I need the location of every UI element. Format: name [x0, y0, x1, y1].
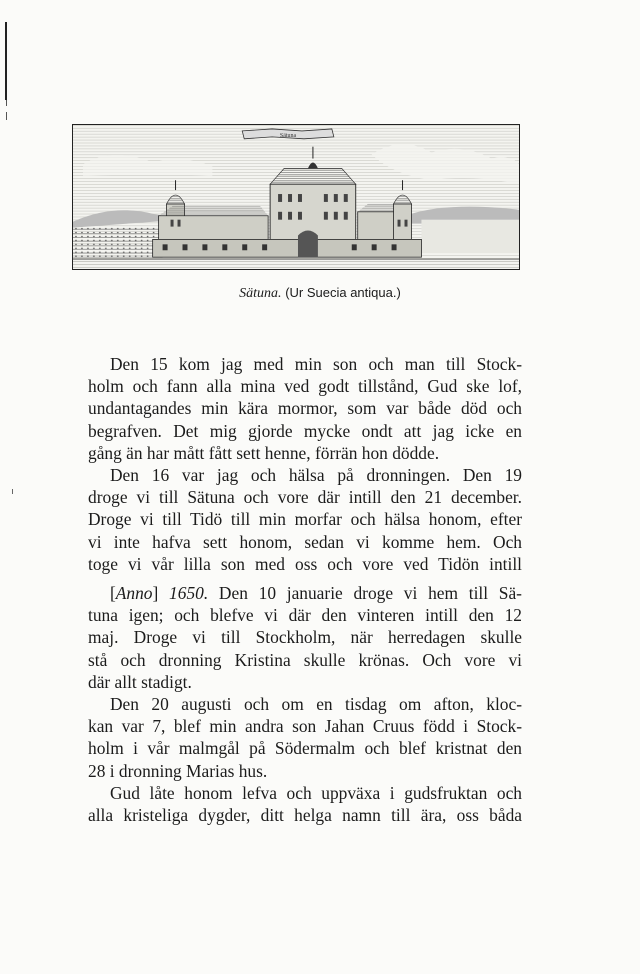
text-line: vi inte hafva sett honom, sedan vi komme hem. Och: [88, 531, 522, 552]
text-block-1: [88, 353, 522, 575]
scan-edge-mark: [6, 112, 7, 120]
text-line: begrafven. Det mig gjorde mycke ondt att jag icke en: [88, 420, 522, 441]
anno-bracket-close: ]: [152, 583, 159, 603]
anno-word: Anno: [115, 583, 153, 603]
text-line: Den 15 kom jag med min son och man till Stock-: [110, 354, 522, 374]
text-line: Gud låte honom lefva och uppväxa i gudsfruktan och: [110, 782, 522, 803]
text-line: maj. Droge vi till Stockholm, när herredagen skulle: [88, 627, 522, 648]
satuna-engraving: [72, 124, 520, 270]
castle-illustration: [73, 125, 519, 269]
text-block-2: [88, 582, 522, 826]
text-line: 28 i dronning Marias hus.: [88, 760, 268, 781]
text-line: tuna igen; och blefve vi där den vinteren intill den 12: [88, 605, 522, 626]
caption-place: Sätuna.: [239, 286, 282, 301]
text-line: Den 16 var jag och hälsa på dronningen. Den 19: [110, 465, 522, 486]
text-line: gång än har mått fått sett henne, förrän hon dödde.: [88, 442, 440, 463]
text-line: toge vi vår lilla son med oss och vore ved Tidön intill: [88, 553, 522, 574]
text-line: Droge vi till Tidö till min morfar och hälsa honom, efter: [88, 509, 522, 530]
caption-source: (Ur Suecia antiqua.): [285, 285, 401, 300]
scan-edge-mark: [6, 100, 7, 106]
engraving-banner-label: Sätuna: [279, 132, 297, 139]
text-line: holm i vår malmgål på Södermalm och blef kristnat den: [88, 738, 522, 759]
text-line: Den 20 augusti och om en tisdag om afton, kloc-: [110, 694, 522, 715]
anno-year: 1650.: [169, 583, 209, 603]
scan-edge-mark: [5, 22, 7, 100]
text-line: kan var 7, blef min andra son Jahan Cruus född i Stock-: [88, 716, 522, 737]
text-line: holm och fann alla mina ved godt tillstånd, Gud ske lof,: [88, 376, 522, 397]
text-line: undantagandes min kära mormor, som var både död och: [88, 398, 522, 419]
anno-line-rest: Den 10 januarie droge vi hem till Sä-: [208, 583, 522, 603]
text-line: stå och dronning Kristina skulle krönas. Och vore vi: [88, 649, 522, 670]
figure-caption: [0, 285, 640, 302]
anno-bracket-open: [: [110, 583, 116, 603]
scan-edge-mark: [12, 489, 13, 494]
text-line: där allt stadigt.: [88, 671, 192, 692]
text-line: alla kristeliga dygder, ditt helga namn till ära, oss båda: [88, 805, 522, 826]
text-line: droge vi till Sätuna och vore där intill den 21 december.: [88, 487, 522, 508]
text-line-anno: [88, 582, 522, 604]
